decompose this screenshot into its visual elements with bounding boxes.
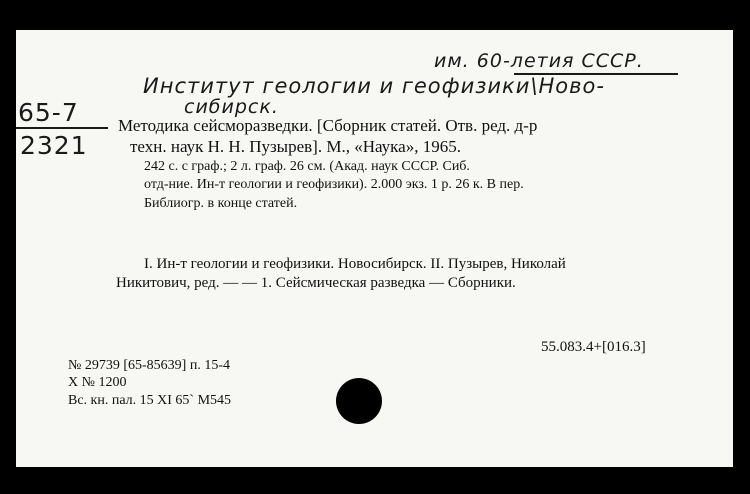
handwritten-note-top-right: им. 60-летия СССР. (434, 50, 644, 72)
classification-number: 55.083.4+[016.3] (541, 339, 646, 355)
footer-print-run-line: X № 1200 (68, 375, 127, 390)
tracings-line2: Никитович, ред. — — 1. Сейсмическая разведка — Сборники. (116, 275, 516, 291)
handwritten-institute-line1: Институт геологии и геофизики\Ново- (143, 74, 605, 98)
footer-registration-line: № 29739 [65-85639] п. 15-4 (68, 358, 230, 373)
entry-bibliography-note: Библиогр. в конце статей. (144, 196, 298, 211)
tracings-line1: I. Ин-т геологии и геофизики. Новосибирск. II. Пузырев, Николай (144, 256, 566, 272)
entry-physical-line: 242 с. с граф.; 2 л. граф. 26 см. (Акад. наук СССР. Сиб. (144, 159, 470, 174)
catalog-card (16, 30, 733, 467)
handwritten-institute-line2: сибирск. (184, 96, 279, 118)
footer-chamber-line: Вс. кн. пал. 15 XI 65` M545 (68, 393, 232, 408)
call-number-top: 65-7 (18, 98, 79, 127)
call-number-divider (16, 127, 108, 129)
entry-editor-line: техн. наук Н. Н. Пузырев]. М., «Наука», 1965. (130, 137, 461, 156)
entry-series-line: отд-ние. Ин-т геологии и геофизики). 2.000 экз. 1 р. 26 к. В пер. (144, 177, 524, 192)
call-number-bottom: 2321 (20, 131, 88, 160)
entry-title-line: Методика сейсморазведки. [Сборник статей. Отв. ред. д-р (118, 116, 538, 135)
card-punch-hole (336, 378, 382, 424)
